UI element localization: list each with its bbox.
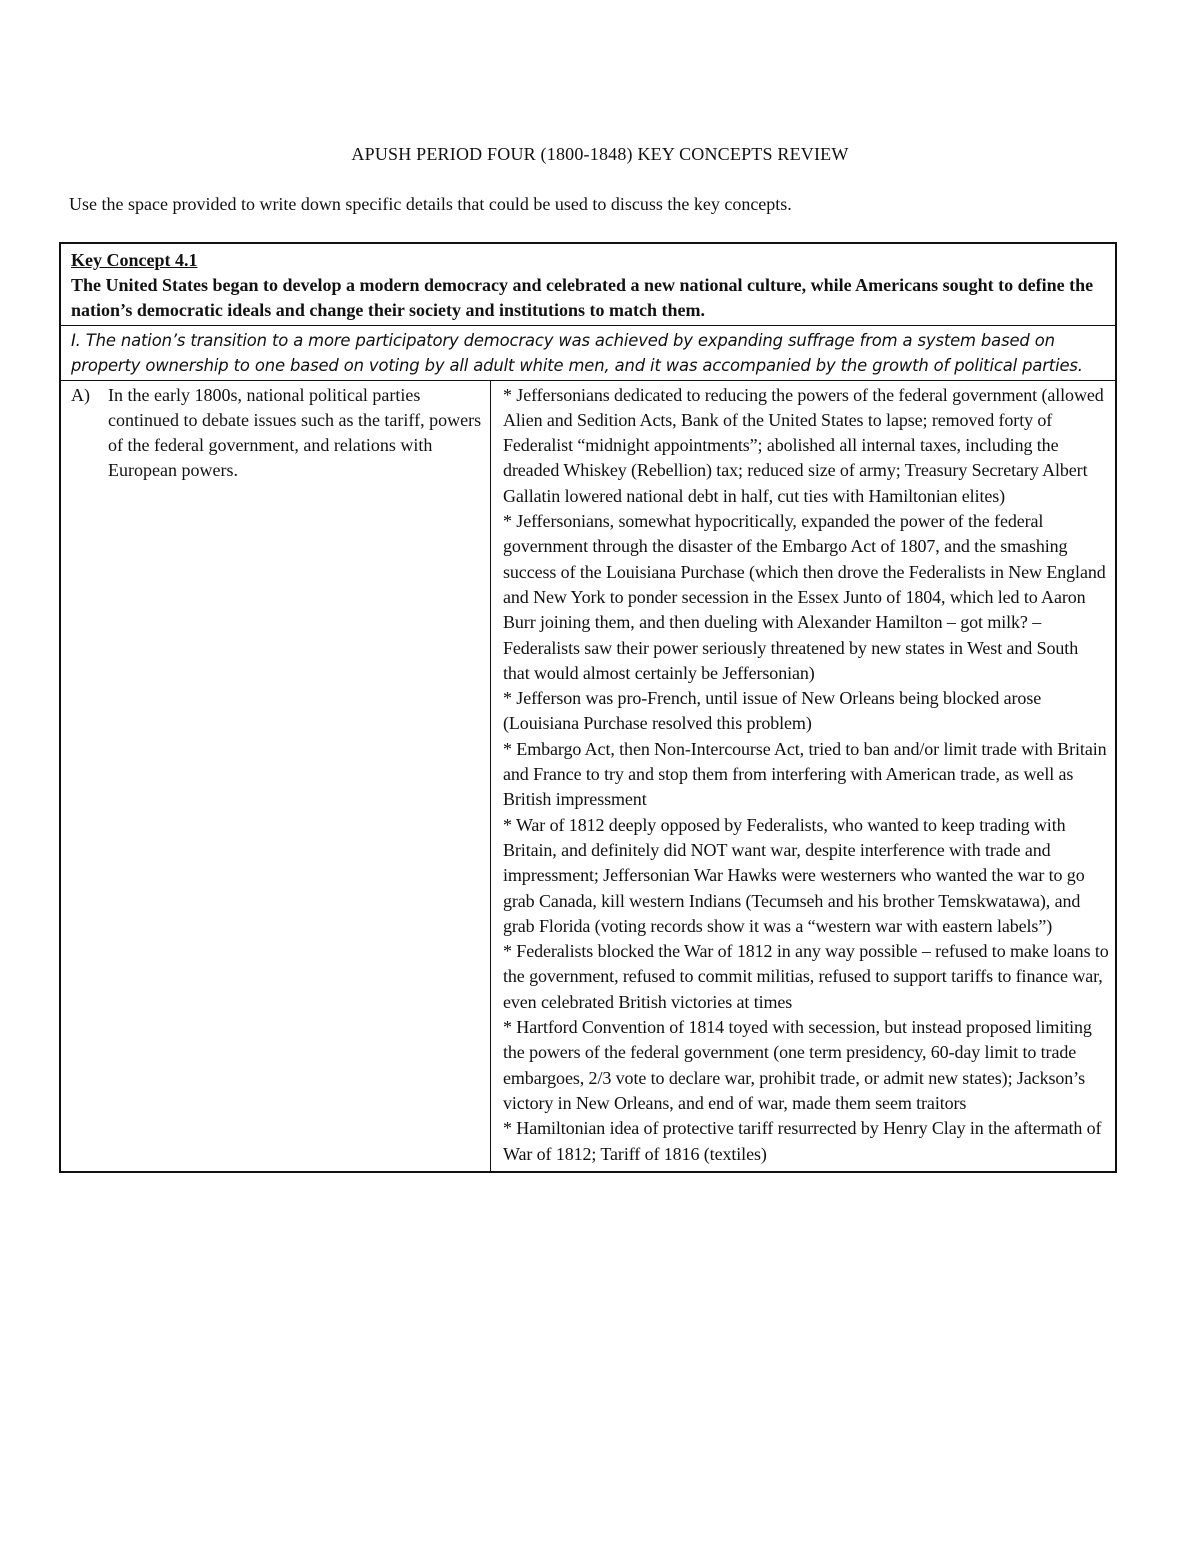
detail-row [61, 381, 1115, 1171]
subconcept-statement: I. The nation’s transition to a more participatory democracy was achieved by expanding suffrage from a system based on property ownership to one based on voting by all adult white men, and it was accompanied by the growth of political parties. [61, 326, 1115, 381]
evidence-item: * Embargo Act, then Non-Intercourse Act, tried to ban and/or limit trade with Britain and France to try and stop them from interfering with American trade, as well as British impressment [503, 738, 1107, 810]
evidence-item: * Jeffersonians dedicated to reducing the powers of the federal government (allowed Alien and Sedition Acts, Bank of the United States to lapse; removed forty of Federalist “midnight appointments”; abolished all internal taxes, including the dreaded Whiskey (Rebellion) tax; reduced size of army; Treasury Secretary Albert Gallatin lowered national debt in half, cut ties with Hamiltonian elites) [503, 384, 1104, 506]
evidence-item: * Jefferson was pro-French, until issue of New Orleans being blocked arose (Louisiana Purchase resolved this problem) [503, 688, 1042, 734]
concept-header [61, 244, 1115, 326]
evidence-item: * Hartford Convention of 1814 toyed with secession, but instead proposed limiting the powers of the federal government (one term presidency, 60-day limit to trade embargoes, 2/3 vote to declare war, prohibit trade, or admit new states); Jackson’s victory in New Orleans, and end of war, made them seem traitors [503, 1017, 1092, 1113]
evidence-cell [491, 381, 1115, 1171]
detail-marker: A) [71, 384, 90, 405]
evidence-list [503, 383, 1109, 1167]
detail-prompt-cell [61, 381, 491, 1171]
evidence-item: * Federalists blocked the War of 1812 in any way possible – refused to make loans to the government, refused to commit militias, refused to support tariffs to finance war, even celebrated British victories at times [503, 941, 1109, 1012]
instructions-text: Use the space provided to write down specific details that could be used to discuss the key concepts. [69, 194, 792, 214]
concept-id: Key Concept 4.1 [71, 250, 198, 270]
evidence-item: * War of 1812 deeply opposed by Federalists, who wanted to keep trading with Britain, and definitely did NOT want war, despite interference with trade and impressment; Jeffersonian War Hawks were westerners who wanted the war to go grab Canada, kill western Indians (Tecumseh and his brother Temskwatawa), and grab Florida (voting records show it was a “western war with eastern labels”) [503, 814, 1085, 936]
detail-prompt-text: In the early 1800s, national political parties continued to debate issues such as the tariff, powers of the federal government, and relations with European powers. [108, 384, 482, 481]
evidence-item: * Jeffersonians, somewhat hypocritically, expanded the power of the federal government through the disaster of the Embargo Act of 1807, and the smashing success of the Louisiana Purchase (which then drove the Federalists in New England and New York to ponder secession in the Essex Junto of 1804, which led to Aaron Burr joining them, and then dueling with Alexander Hamilton – got milk? – Federalists saw their power seriously threatened by new states in West and South that would almost certainly be Jeffersonian) [503, 511, 1106, 683]
evidence-item: * Hamiltonian idea of protective tariff resurrected by Henry Clay in the aftermath of War of 1812; Tariff of 1816 (textiles) [503, 1118, 1102, 1164]
page-title: APUSH PERIOD FOUR (1800-1848) KEY CONCEPTS REVIEW [351, 144, 849, 164]
concept-statement: The United States began to develop a modern democracy and celebrated a new national culture, while Americans sought to define the nation’s democratic ideals and change their society and institutions to match them. [71, 275, 1094, 320]
key-concept-table [59, 242, 1117, 1173]
